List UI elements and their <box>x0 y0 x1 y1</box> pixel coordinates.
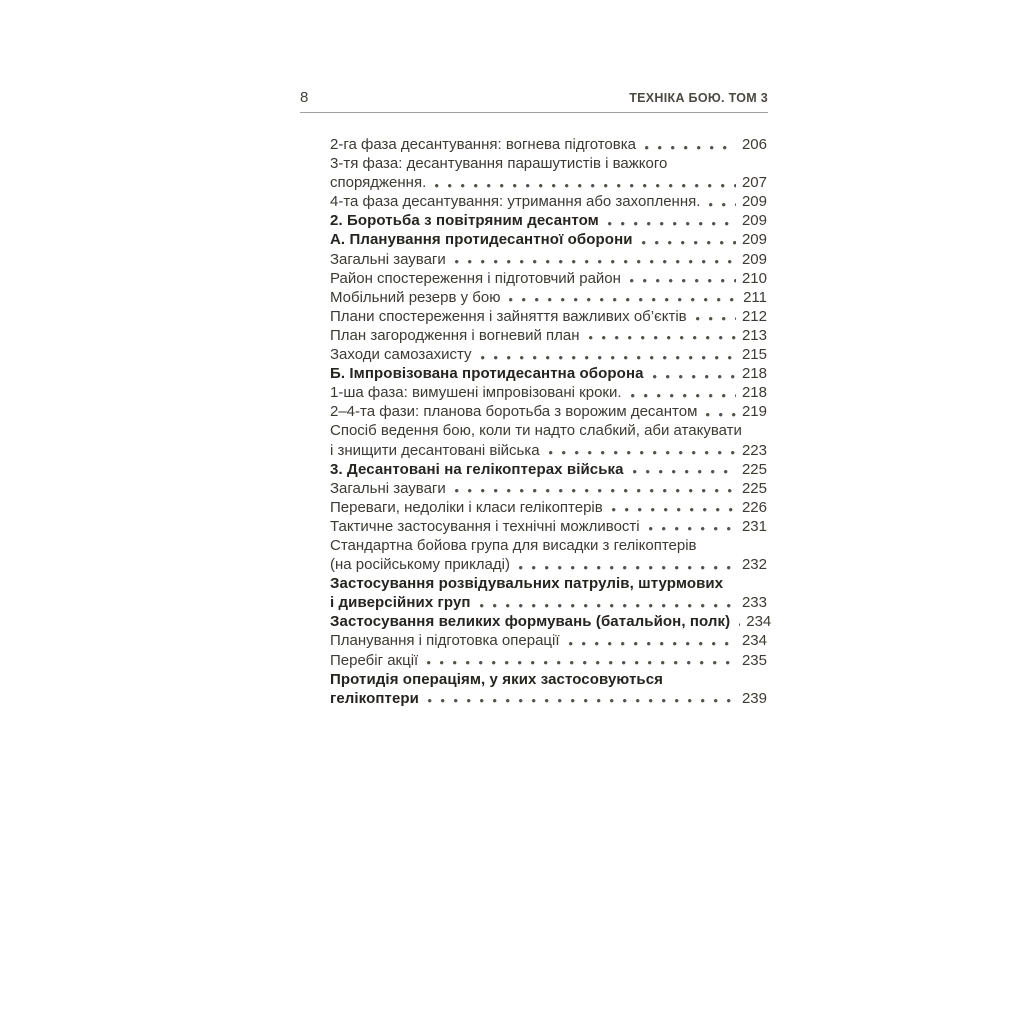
toc-entry-text: Переваги, недоліки і класи гелікоптерів <box>330 498 603 516</box>
dotted-leader <box>635 230 736 249</box>
toc-entry-text: Загальні зауваги <box>330 250 446 268</box>
toc-line <box>330 135 767 154</box>
toc-entry-text: і знищити десантовані війська <box>330 441 540 459</box>
toc-line <box>330 154 767 173</box>
toc-line <box>330 612 772 631</box>
toc-line <box>330 230 767 249</box>
toc-entry-text: Б. Імпровізована протидесантна оборона <box>330 365 644 383</box>
toc-line <box>330 269 767 288</box>
toc-page-number: 213 <box>741 326 767 344</box>
toc-entry-text: 3-тя фаза: десантування парашутистів і важкого <box>330 155 668 173</box>
toc-page-number: 209 <box>741 212 767 230</box>
toc-line <box>330 441 767 460</box>
dotted-leader <box>601 211 736 230</box>
toc-line <box>330 593 767 612</box>
dotted-leader <box>542 441 736 460</box>
toc-page-number: 218 <box>741 365 767 383</box>
toc-line <box>330 364 767 383</box>
toc-page-number: 215 <box>741 346 767 364</box>
toc-page-number: 218 <box>741 384 767 402</box>
toc-line <box>330 192 767 211</box>
toc-page-number: 207 <box>741 174 767 192</box>
toc-entry-text: 4-та фаза десантування: утримання або захоплення. <box>330 193 701 211</box>
dotted-leader <box>623 269 736 288</box>
toc-line <box>330 421 767 440</box>
toc-line <box>330 670 767 689</box>
toc-entry-text: Протидія операціям, у яких застосовуються <box>330 670 664 688</box>
toc-page-number: 231 <box>741 517 767 535</box>
toc-line <box>330 307 767 326</box>
toc-line <box>330 402 767 421</box>
running-title: ТЕХНІКА БОЮ. ТОМ 3 <box>629 91 768 105</box>
toc-entry-text: Спосіб ведення бою, коли ти надто слабкий, аби атакувати <box>330 422 742 440</box>
toc-entry-text: План загородження і вогневий план <box>330 326 580 344</box>
toc-page-number: 209 <box>741 250 767 268</box>
dotted-leader <box>420 651 736 670</box>
toc-page-number: 210 <box>741 269 767 287</box>
toc-entry-text: Застосування великих формувань (батальйон, полк) <box>330 613 731 631</box>
toc-line <box>330 631 767 650</box>
dotted-leader <box>428 173 736 192</box>
toc-entry-text: 2-га фаза десантування: вогнева підготовка <box>330 136 636 153</box>
toc-entry-text: Тактичне застосування і технічні можливості <box>330 517 640 535</box>
dotted-leader <box>702 192 736 211</box>
toc-line <box>330 517 767 536</box>
dotted-leader <box>512 555 736 574</box>
toc-entry-text: 3. Десантовані на гелікоптерах війська <box>330 460 624 478</box>
toc-entry-text: А. Планування протидесантної оборони <box>330 231 633 249</box>
toc-entry-text: Перебіг акції <box>330 651 419 669</box>
toc-line <box>330 651 767 670</box>
dotted-leader <box>473 593 736 612</box>
toc-page-number: 233 <box>741 594 767 612</box>
toc-page-number: 235 <box>741 651 767 669</box>
toc-entry-text: гелікоптери <box>330 689 419 707</box>
toc-entry-text: Район спостереження і підготовчий район <box>330 269 621 287</box>
toc-line <box>330 689 767 708</box>
toc-line <box>330 173 767 192</box>
toc-entry-text: спорядження. <box>330 174 427 192</box>
toc-entry-text: 2–4-та фази: планова боротьба з ворожим десантом <box>330 403 698 421</box>
table-of-contents <box>330 135 772 708</box>
toc-page-number: 212 <box>741 307 767 325</box>
toc-line <box>330 326 767 345</box>
toc-entry-text: Планування і підготовка операції <box>330 632 560 650</box>
toc-page-number: 234 <box>746 613 772 631</box>
toc-entry-text: і диверсійних груп <box>330 594 471 612</box>
toc-page-number: 225 <box>741 460 767 478</box>
toc-entry-text: 2. Боротьба з повітряним десантом <box>330 212 599 230</box>
dotted-leader <box>642 517 736 536</box>
toc-page-number: 219 <box>741 403 767 421</box>
dotted-leader <box>562 631 736 650</box>
toc-entry-text: Загальні зауваги <box>330 479 446 497</box>
dotted-leader <box>689 307 736 326</box>
toc-page-number: 206 <box>741 136 767 153</box>
dotted-leader <box>732 612 740 631</box>
toc-line <box>330 574 767 593</box>
dotted-leader <box>699 402 736 421</box>
toc-page-number: 209 <box>741 193 767 211</box>
toc-line <box>330 479 767 498</box>
page-header <box>300 89 768 113</box>
toc-page-number: 226 <box>741 498 767 516</box>
toc-page-number: 225 <box>741 479 767 497</box>
toc-entry-text: Заходи самозахисту <box>330 346 472 364</box>
dotted-leader <box>624 383 736 402</box>
toc-entry-text: Застосування розвідувальних патрулів, штурмових <box>330 575 724 593</box>
toc-line <box>330 536 767 555</box>
toc-page-number: 239 <box>741 689 767 707</box>
dotted-leader <box>638 135 736 154</box>
dotted-leader <box>626 460 736 479</box>
page-number: 8 <box>300 89 309 106</box>
toc-line <box>330 250 767 269</box>
toc-line <box>330 211 767 230</box>
toc-entry-text: Плани спостереження і зайняття важливих об’єктів <box>330 307 687 325</box>
toc-page-number: 234 <box>741 632 767 650</box>
toc-line <box>330 288 767 307</box>
toc-entry-text: Стандартна бойова група для висадки з гелікоптерів <box>330 536 697 554</box>
toc-entry-text: (на російському прикладі) <box>330 556 510 574</box>
toc-line <box>330 383 767 402</box>
toc-entry-text: Мобільний резерв у бою <box>330 288 501 306</box>
toc-line <box>330 555 767 574</box>
toc-line <box>330 345 767 364</box>
toc-page-number: 209 <box>741 231 767 249</box>
dotted-leader <box>605 498 736 517</box>
toc-page-number: 211 <box>743 288 767 306</box>
dotted-leader <box>448 479 736 498</box>
toc-line <box>330 460 767 479</box>
toc-page-number: 232 <box>741 556 767 574</box>
toc-page-number: 223 <box>741 441 767 459</box>
dotted-leader <box>448 250 736 269</box>
toc-entry-text: 1-ша фаза: вимушені імпровізовані кроки. <box>330 384 622 402</box>
dotted-leader <box>502 288 737 307</box>
toc-line <box>330 498 767 517</box>
dotted-leader <box>474 345 736 364</box>
dotted-leader <box>421 689 736 708</box>
dotted-leader <box>646 364 736 383</box>
dotted-leader <box>582 326 736 345</box>
